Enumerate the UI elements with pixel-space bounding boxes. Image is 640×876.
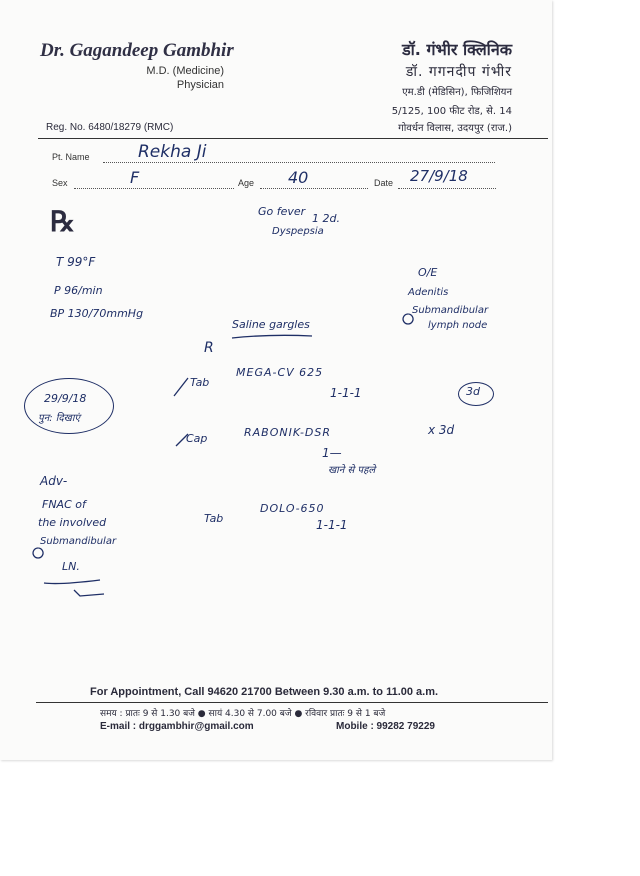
- followup-note: पुन: दिखाएं: [38, 413, 80, 424]
- clinic-name-hindi: डॉ. गंभीर क्लिनिक: [402, 40, 512, 59]
- address-line-2: गोवर्धन विलास, उदयपुर (राज.): [398, 123, 512, 134]
- med2-dose: 1—: [322, 446, 342, 460]
- med1-tick: [174, 378, 188, 396]
- med3-name: DOLO-650: [260, 502, 325, 515]
- med2-prefix: Cap: [186, 432, 208, 445]
- advice-mark: [74, 590, 104, 596]
- med3-dose: 1-1-1: [316, 518, 348, 532]
- advice-involved: the involved: [38, 516, 107, 529]
- vitals-temperature: T 99°F: [56, 255, 96, 269]
- followup-date: 29/9/18: [44, 392, 87, 405]
- rx-mark: R: [204, 340, 214, 356]
- oe-submandibular: Submandibular: [412, 305, 489, 316]
- doctor-degree: M.D. (Medicine): [146, 65, 224, 77]
- pt-name-label: Pt. Name: [52, 152, 90, 162]
- doctor-name-hindi: डॉ. गगनदीप गंभीर: [405, 64, 512, 80]
- med1-name: MEGA-CV 625: [236, 366, 324, 379]
- sex-label: Sex: [52, 178, 68, 188]
- doctor-title: Physician: [176, 79, 224, 91]
- med3-prefix: Tab: [204, 512, 224, 525]
- oe-label: O/E: [418, 266, 438, 279]
- med2-instruction: खाने से पहले: [328, 465, 376, 476]
- degree-hindi: एम.डी (मेडिसिन), फिजिशियन: [402, 87, 512, 98]
- advice-saline-gargles: Saline gargles: [232, 318, 310, 331]
- advice-ln: LN.: [62, 560, 80, 573]
- oe-lymph-node: lymph node: [428, 320, 488, 331]
- rx-symbol: ℞: [50, 207, 76, 238]
- advice-circle-bullet: [33, 548, 43, 558]
- mobile-number: Mobile : 99282 79229: [336, 721, 435, 732]
- med1-dose: 1-1-1: [330, 386, 362, 400]
- advice-label: Adv-: [40, 474, 68, 488]
- pt-name-value: Rekha Ji: [138, 142, 207, 162]
- advice-underline: [44, 580, 100, 584]
- vitals-pulse: P 96/min: [54, 284, 103, 297]
- clinic-timing: समय : प्रातः 9 से 1.30 बजे ● सायं 4.30 से 7.00 बजे ● रविवार प्रातः 9 से 1 बजे: [100, 709, 386, 719]
- date-label: Date: [374, 178, 394, 188]
- oe-circle-bullet: [403, 314, 413, 324]
- appointment-info: For Appointment, Call 94620 21700 Between 9.30 a.m. to 11.00 a.m.: [90, 686, 439, 698]
- registration-number: Reg. No. 6480/18279 (RMC): [46, 122, 174, 133]
- doctor-name: Dr. Gagandeep Gambhir: [40, 40, 234, 61]
- sex-value: F: [130, 168, 140, 187]
- date-value: 27/9/18: [410, 167, 468, 185]
- advice-submandibular: Submandibular: [40, 536, 117, 547]
- complaint-duration: 1 2d.: [312, 212, 340, 225]
- med2-name: RABONIK-DSR: [244, 426, 332, 439]
- med1-prefix: Tab: [190, 376, 210, 389]
- address-line-1: 5/125, 100 फीट रोड, से. 14: [391, 106, 512, 117]
- age-value: 40: [288, 168, 309, 187]
- vitals-bp: BP 130/70mmHg: [50, 307, 144, 320]
- gargle-underline: [232, 335, 312, 338]
- advice-fnac: FNAC of: [42, 498, 86, 511]
- email-address: E-mail : drggambhir@gmail.com: [100, 721, 254, 732]
- oe-adenitis: Adenitis: [408, 287, 449, 298]
- med2-duration: x 3d: [428, 423, 455, 437]
- med1-duration: 3d: [466, 385, 480, 398]
- age-label: Age: [238, 178, 255, 188]
- complaint-fever: Go fever: [258, 205, 306, 218]
- complaint-dyspepsia: Dyspepsia: [272, 226, 324, 237]
- med2-tick: [176, 434, 188, 446]
